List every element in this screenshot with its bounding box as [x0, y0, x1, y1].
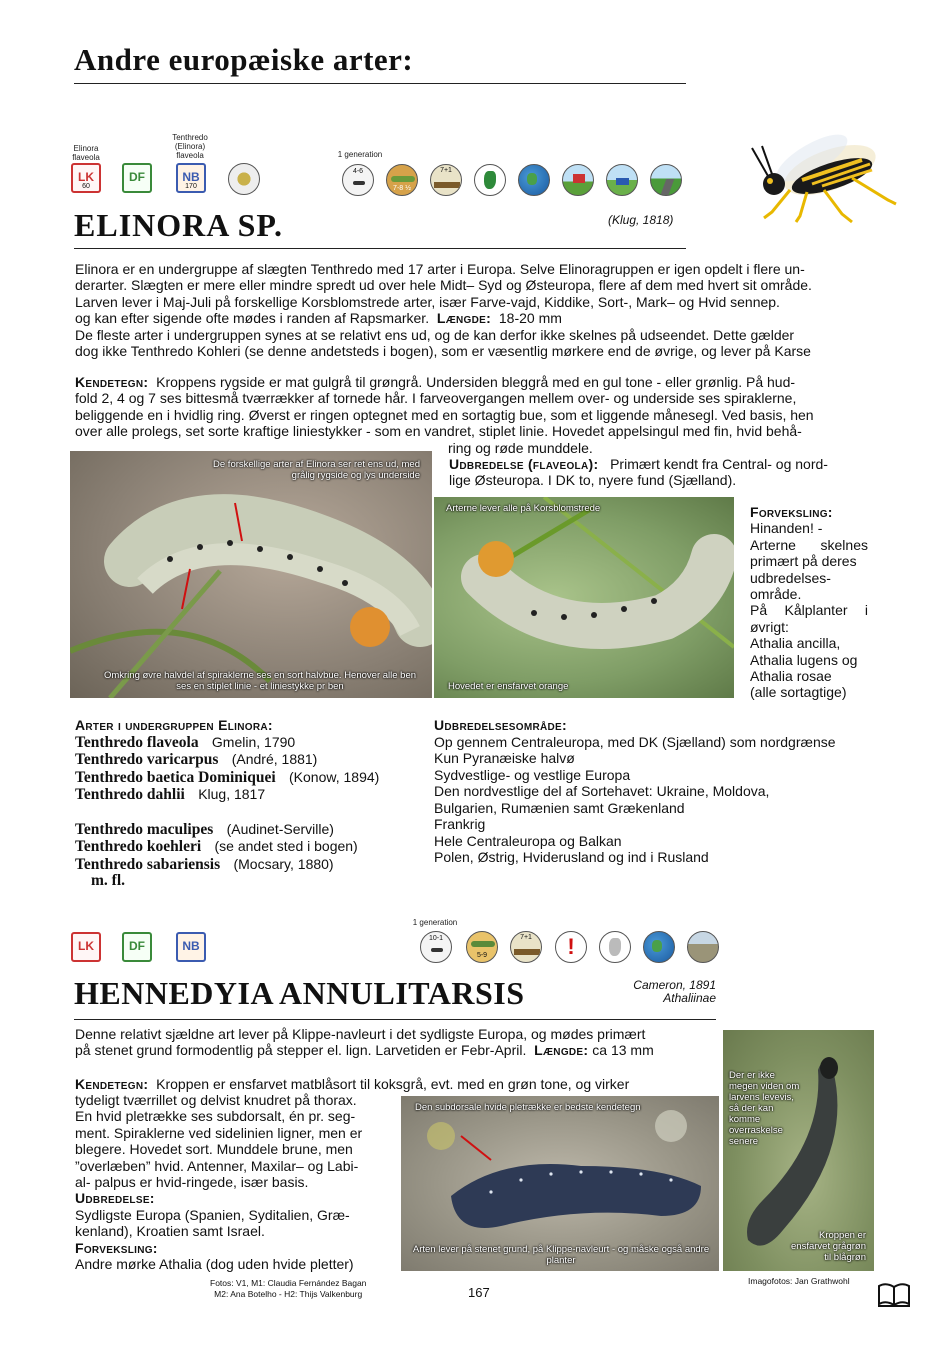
photo2-caption-top: Arterne lever alle på Korsblomstrede — [446, 503, 601, 514]
species-row: Tenthredo koehleri (se andet sted i bogen) — [75, 838, 358, 855]
pupa-icon — [228, 163, 260, 195]
species-row: Tenthredo dahlii Klug, 1817 — [75, 786, 266, 803]
roadside-icon — [650, 164, 682, 196]
book-icon[interactable] — [877, 1280, 911, 1310]
species-row: Tenthredo varicarpus (André, 1881) — [75, 751, 318, 768]
distribution-list: Udbredelsesområde: Op gennem Centraleuropa, med DK (Sjælland) som nordgrænse Kun Pyranæiske halvø Sydvestlige- og vestlige Europa Den nordvestlige del af Sortehavet: Ukraine, Moldova, Bulgarien, Rumænien samt Grækenland Frankrig Hele Centraleuropa og Balkan Polen, Østrig, Hviderusland og ind i Rusland — [434, 717, 836, 865]
elinora-kendetegn: Kendetegn: Kroppens rygside er mat gulgrå til grøngrå. Undersiden bleggrå med en gul tone - eller grønlig. På hud- fold 2, 4 og 7 ses bittesmå tværrækker af tornede hår. I farveovergangen mellem over- og underside ses spiraklerne, beliggende en i hvidlig ring. Øverst er ringen optegnet med en sortagtig bue, som et liggende månesegl. Ved basis, hen over alle prolegs, set sorte kraftige liniestykker - som en vandret, stiplet linie. Hovedet appelsingul med fin, hvid behå- ring og røde munddele. — [75, 374, 814, 456]
denmark-map-icon — [474, 164, 506, 196]
book-badge-lk: LK 60 — [71, 163, 101, 193]
globe-icon — [518, 164, 550, 196]
hennedyia-photo1-caption-bottom: Arten lever på stenet grund, på Klippe-navleurt - og måske også andre planter — [412, 1244, 710, 1266]
sawfly-adult-image — [712, 118, 912, 228]
species-row: Tenthredo baetica Dominiquei (Konow, 1894) — [75, 768, 380, 786]
generation-label-2: 1 generation — [412, 918, 458, 927]
larva-month-icon-2: 5-9 — [466, 931, 498, 963]
hennedyia-photo2-caption-bottom: Kroppen er ensfarvet grågrøn til blågrøn — [791, 1230, 866, 1263]
elinora-intro: Elinora er en undergruppe af slægten Tenthredo med 17 arter i Europa. Selve Elinoragruppen er igen opdelt i flere un- derarter. Slægten er mere eller mindre spredt ud over hele Midt– Syd og Østeuropa, flere af dem med hvert sit område. Larven lever i Maj-Juli på forskellige Korsblomstrede arter, især Farve-vajd, Kiddike, Sort-, Mark– og Hvid sennep. og kan efter sigende ofte mødes i randen af Rapsmarker. Længde: 18-20 mm De fleste arter i undergruppen synes at se relativt ens ud, og de kan derfor ikke skelnes på udseendet. Dette gælder dog ikke Tenthredo Kohleri (se denne andetsteds i bogen), som er væsentlig mørkere end de øvrige, og lever på Karse — [75, 261, 812, 360]
hennedyia-kendetegn-body: tydeligt tværrillet og delvist knudret på thorax. En hvid pletrække ses subdorsalt, én pr. seg- ment. Spiraklerne ved sidelinien ligner, men er blegere. Hovedet sort. Munddele brune, men ”overlæben” hvid. Antenner, Maxilar– og Labi- al- palpus er hvid-ringede, især basis. Udbredelse: Sydligste Europa (Spanien, Syditalien, Græ- kenland), Kroatien samt Israel. Forveksling: Andre mørke Athalia (dog uden hvide pletter) — [75, 1092, 363, 1273]
elinora-title: ELINORA SP. — [74, 207, 283, 243]
photo2-caption-bottom: Hovedet er ensfarvet orange — [448, 681, 569, 692]
species-row: Tenthredo flaveola Gmelin, 1790 — [75, 733, 296, 751]
species-row: Tenthredo sabariensis (Mocsary, 1880) — [75, 855, 334, 873]
adult-month-icon: 4-6 — [342, 164, 374, 196]
hennedyia-kendetegn: Kendetegn: Kroppen er ensfarvet matblåsort til koksgrå, evt. med en grøn tone, og virker — [75, 1076, 630, 1092]
elinora-forveksling: Forveksling: Hinanden! - Arterne skelnes primært på deres udbredelses- område. På Kålplanter i øvrigt: Athalia ancilla, Athalia lugens og Athalia rosae (alle sortagtige) — [750, 504, 868, 701]
badge-label-2: Tenthredo (Elinora) flaveola — [172, 133, 208, 160]
generation-label: 1 generation — [337, 150, 383, 159]
farmland-icon — [606, 164, 638, 196]
hennedyia-title: HENNEDYIA ANNULITARSIS — [74, 975, 525, 1011]
book-badge-nb-2: NB — [176, 932, 206, 962]
species-row: Tenthredo maculipes (Audinet-Serville) — [75, 820, 334, 838]
hennedyia-rule — [74, 1019, 716, 1020]
book-badge-df-2: DF — [122, 932, 152, 962]
elinora-rule — [74, 248, 686, 249]
elinora-author: (Klug, 1818) — [608, 213, 674, 227]
warning-icon: ! — [555, 931, 587, 963]
page-title: Andre europæiske arter: — [74, 42, 414, 77]
book-badge-lk-2: LK — [71, 932, 101, 962]
book-badge-nb: NB 170 — [176, 163, 206, 193]
hennedyia-author: Cameron, 1891 Athaliinae — [633, 978, 716, 1005]
garden-icon — [562, 164, 594, 196]
photo1-caption-bottom: Omkring øvre halvdel af spiraklerne ses en sort halvbue. Henover alle ben ses en stiplet linie - et liniestykke pr ben — [103, 670, 417, 692]
badge-label-1: Elinora flaveola — [72, 144, 100, 162]
elinora-larva-photo-1 — [70, 451, 432, 698]
hennedyia-larva-photo-2 — [723, 1030, 874, 1271]
photo1-caption-top: De forskellige arter af Elinora ser ret ens ud, med grålig rygside og lys underside — [213, 459, 420, 481]
larva-month-icon: 7-8 ½ — [386, 164, 418, 196]
hennedyia-photo1-caption-top: Den subdorsale hvide pletrække er bedste kendetegn — [415, 1102, 641, 1113]
elinora-udbredelse: Udbredelse (flaveola): Primært kendt fra Central- og nord- lige Østeuropa. I DK to, nyere fund (Sjælland). — [449, 456, 828, 489]
denmark-map-icon-2 — [599, 931, 631, 963]
title-rule — [74, 83, 686, 84]
hennedyia-photo2-caption-top: Der er ikke megen viden om larvens levevis, så der kan komme overraskelse senere — [729, 1070, 800, 1147]
elinora-larva-photo-2 — [434, 497, 734, 698]
hennedyia-larva-photo-1 — [401, 1096, 719, 1271]
photo-credits: Fotos: V1, M1: Claudia Fernández Bagan M2: Ana Botelho - H2: Thijs Valkenburg — [210, 1278, 367, 1299]
book-badge-df: DF — [122, 163, 152, 193]
hennedyia-intro: Denne relativt sjældne art lever på Klippe-navleurt i det sydligste Europa, og mødes primært på stenet grund formodentlig på stepper el. lign. Larvetiden er Febr-April. Længde: ca 13 mm — [75, 1026, 654, 1059]
species-list: Arter i undergruppen Elinora: Tenthredo flaveola Gmelin, 1790 Tenthredo varicarpus (André, 1881) Tenthredo baetica Dominiquei (Konow, 1894) Tenthredo dahlii Klug, 1817 Tenthredo maculipes (Audinet-Serville) Tenthredo koehleri (se andet sted i bogen) Tenthredo sabariensis (Mocsary, 1880) m. fl. — [75, 717, 430, 890]
adult-month-icon-2: 10-1 — [420, 931, 452, 963]
overwinter-icon-2: 7+1 — [510, 931, 542, 963]
overwinter-icon: 7+1 — [430, 164, 462, 196]
steppe-icon — [687, 931, 719, 963]
imago-credit: Imagofotos: Jan Grathwohl — [748, 1276, 850, 1286]
page-number: 167 — [468, 1285, 490, 1300]
globe-icon-2 — [643, 931, 675, 963]
